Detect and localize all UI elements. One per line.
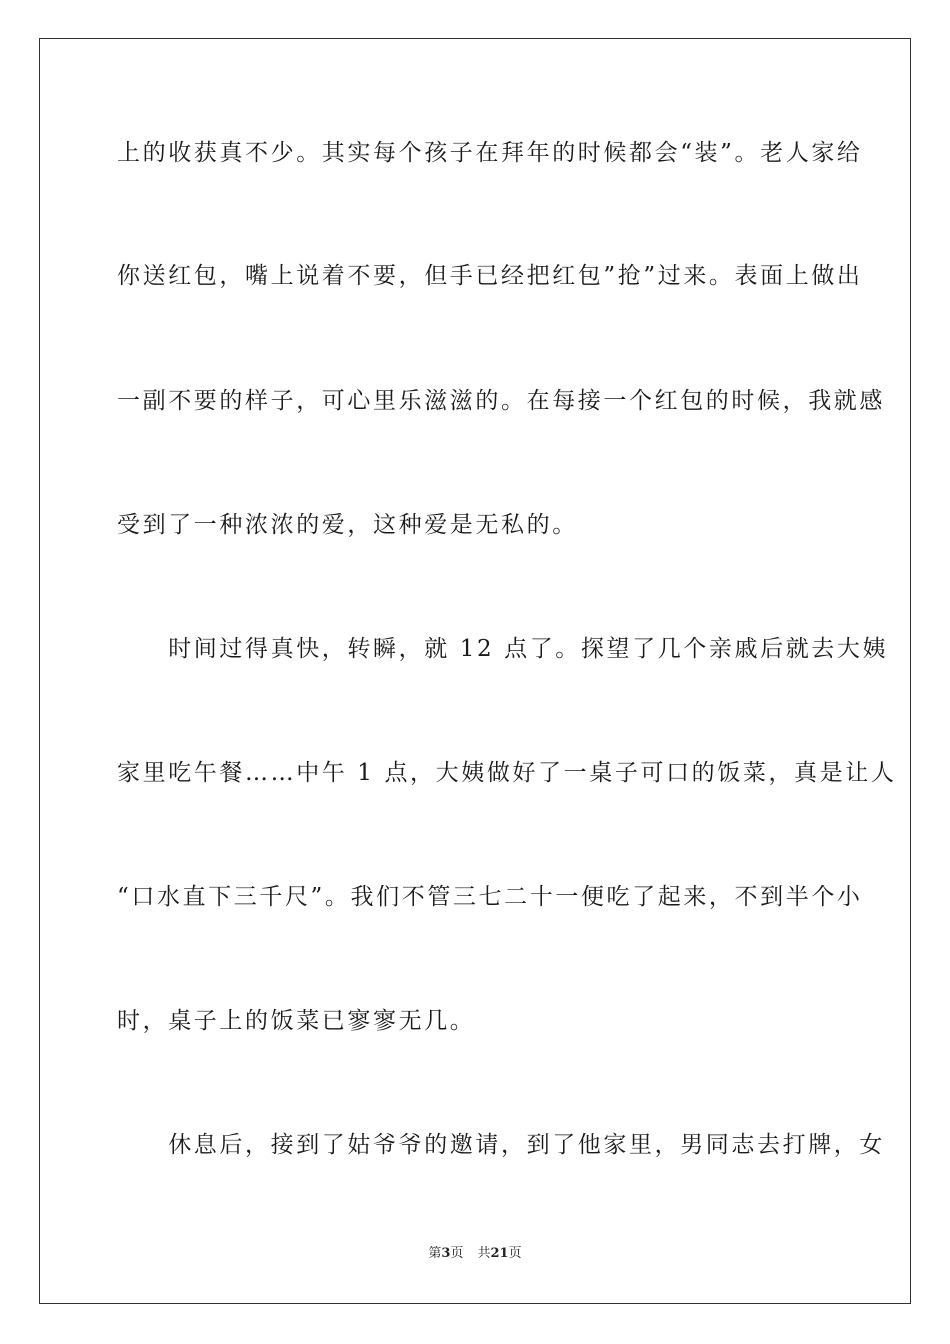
page-border: [39, 38, 911, 1304]
text-line-6: 家里吃午餐……中午 1 点，大姨做好了一桌子可口的饭菜，真是让人: [117, 760, 897, 786]
text-line-2: 你送红包，嘴上说着不要，但手已经把红包”抢”过来。表面上做出: [117, 263, 863, 289]
text-line-9: 休息后，接到了姑爷爷的邀请，到了他家里，男同志去打牌，女: [117, 1132, 885, 1158]
text-line-4: 受到了一种浓浓的爱，这种爱是无私的。: [117, 512, 578, 538]
total-pages: 21: [490, 1246, 509, 1261]
total-prefix: 共: [477, 1246, 491, 1261]
text-line-5: 时间过得真快，转瞬，就 12 点了。探望了几个亲戚后就去大姨: [117, 636, 889, 662]
page-footer: [0, 1245, 950, 1263]
text-line-8: 时，桌子上的饭菜已寥寥无几。: [117, 1008, 476, 1034]
text-line-1: 上的收获真不少。其实每个孩子在拜年的时候都会“装”。老人家给: [117, 140, 863, 166]
page-number: 3: [441, 1246, 451, 1261]
total-suffix: 页: [508, 1246, 522, 1261]
text-line-3: 一副不要的样子，可心里乐滋滋的。在每接一个红包的时候，我就感: [117, 388, 885, 414]
text-line-7: “口水直下三千尺”。我们不管三七二十一便吃了起来，不到半个小: [117, 884, 863, 910]
page-suffix: 页: [450, 1246, 464, 1261]
page-prefix: 第: [428, 1246, 442, 1261]
